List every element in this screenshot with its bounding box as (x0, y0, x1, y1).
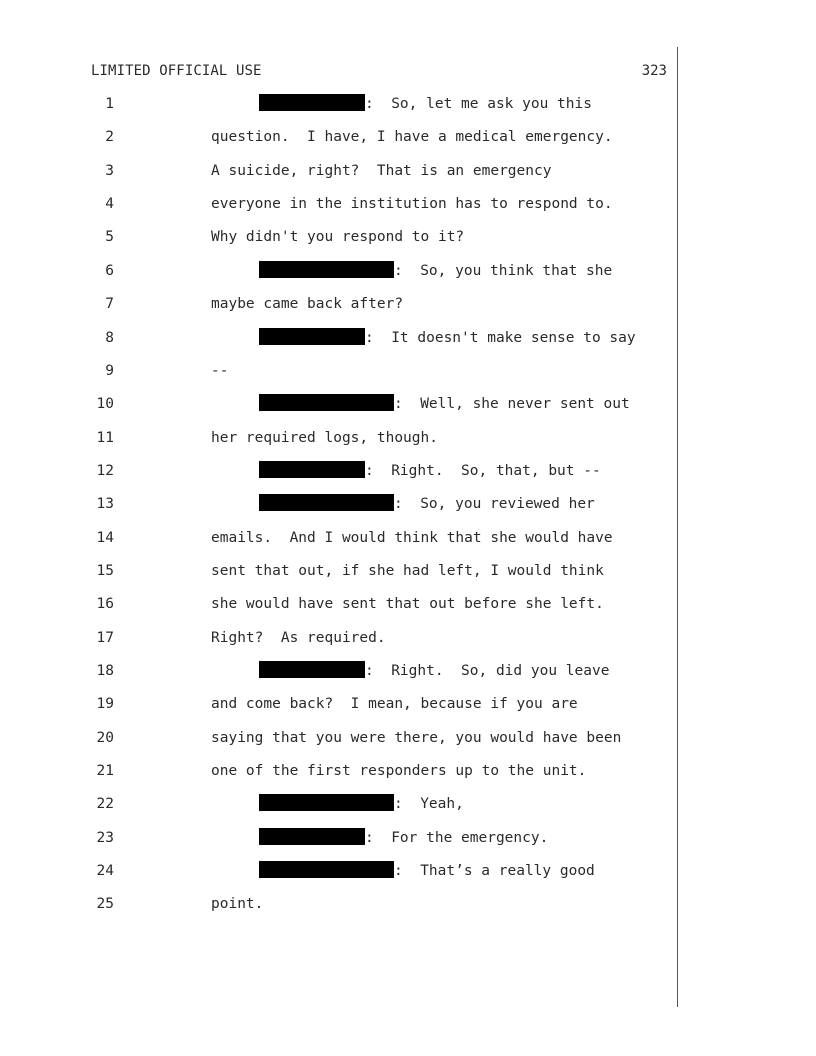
line-number: 24 (96, 863, 114, 880)
transcript-line (0, 894, 816, 914)
transcript-line (0, 94, 816, 114)
line-number: 6 (105, 262, 114, 279)
transcript-line (0, 794, 816, 814)
line-content: : So, you think that she (394, 262, 613, 279)
line-number: 15 (96, 562, 114, 579)
line-text (211, 694, 578, 714)
line-text (211, 728, 621, 748)
line-content: and come back? I mean, because if you are (211, 696, 578, 713)
line-text (259, 261, 612, 281)
line-text (211, 294, 403, 314)
transcript-line (0, 528, 816, 548)
line-content: question. I have, I have a medical emergency. (211, 129, 613, 146)
line-content: : Right. So, did you leave (365, 663, 610, 679)
transcript-line (0, 394, 816, 414)
line-text (211, 194, 613, 214)
redacted-speaker-name (259, 328, 365, 345)
transcript-line (0, 428, 816, 448)
redacted-speaker-name (259, 394, 394, 411)
line-text (211, 594, 604, 614)
line-content: : So, you reviewed her (394, 496, 595, 513)
line-text (211, 894, 263, 914)
line-content: point. (211, 896, 264, 913)
line-content: : Right. So, that, but -- (365, 462, 601, 479)
line-content: Why didn't you respond to it? (211, 229, 465, 246)
line-text (211, 761, 586, 781)
line-number: 12 (96, 462, 114, 479)
transcript-line (0, 728, 816, 748)
transcript-line (0, 461, 816, 481)
redacted-speaker-name (259, 828, 365, 845)
line-content: : Well, she never sent out (394, 396, 630, 413)
transcript-line (0, 594, 816, 614)
page-header (91, 61, 667, 81)
right-margin-rule (677, 47, 678, 1007)
line-number: 22 (96, 796, 114, 813)
line-content: : Yeah, (394, 796, 464, 813)
transcript-line (0, 694, 816, 714)
line-text (259, 828, 548, 848)
transcript-line (0, 628, 816, 648)
line-text (211, 628, 386, 648)
line-content: saying that you were there, you would have been (211, 729, 622, 746)
line-text (259, 794, 464, 814)
line-content: : That’s a really good (394, 863, 595, 880)
line-number: 14 (96, 529, 114, 546)
redacted-speaker-name (259, 461, 365, 478)
transcript-line (0, 127, 816, 147)
line-text (259, 394, 630, 414)
transcript-line (0, 494, 816, 514)
transcript-line (0, 294, 816, 314)
line-number: 13 (96, 496, 114, 513)
redacted-speaker-name (259, 794, 394, 811)
line-text (259, 94, 592, 114)
line-text (259, 861, 595, 881)
line-number: 10 (96, 396, 114, 413)
line-number: 3 (105, 162, 114, 179)
redacted-speaker-name (259, 261, 394, 278)
line-text (259, 494, 595, 514)
redacted-speaker-name (259, 861, 394, 878)
transcript-line (0, 761, 816, 781)
page-number: 323 (641, 63, 667, 79)
line-number: 9 (105, 362, 114, 379)
transcript-line (0, 194, 816, 214)
line-number: 23 (96, 829, 114, 846)
line-content: one of the first responders up to the unit. (211, 763, 587, 779)
line-text (211, 561, 604, 581)
line-number: 20 (96, 729, 114, 746)
line-content: Right? As required. (211, 629, 386, 646)
line-content: A suicide, right? That is an emergency (211, 162, 552, 179)
line-text (211, 428, 438, 448)
line-text (259, 328, 636, 348)
transcript-line (0, 227, 816, 247)
line-number: 8 (105, 329, 114, 346)
line-content: emails. And I would think that she would have (211, 529, 613, 546)
line-text (211, 361, 228, 381)
line-number: 1 (105, 96, 114, 112)
line-number: 21 (96, 763, 114, 779)
line-content: everyone in the institution has to respond to. (211, 196, 613, 213)
classification-label: LIMITED OFFICIAL USE (91, 63, 262, 79)
transcript-line (0, 828, 816, 848)
redacted-speaker-name (259, 94, 365, 111)
line-content: -- (211, 362, 229, 379)
line-number: 19 (96, 696, 114, 713)
transcript-line (0, 328, 816, 348)
redacted-speaker-name (259, 661, 365, 678)
line-content: maybe came back after? (211, 296, 404, 313)
line-text (211, 227, 464, 247)
line-number: 11 (96, 429, 114, 446)
line-text (259, 661, 609, 681)
line-text (211, 127, 613, 147)
line-number: 17 (96, 629, 114, 646)
transcript-line (0, 661, 816, 681)
line-content: she would have sent that out before she left. (211, 596, 604, 613)
line-text (211, 161, 551, 181)
line-content: : It doesn't make sense to say (365, 329, 636, 346)
line-content: sent that out, if she had left, I would think (211, 562, 604, 579)
transcript-line (0, 361, 816, 381)
transcript-line (0, 561, 816, 581)
transcript-line (0, 861, 816, 881)
line-number: 16 (96, 596, 114, 613)
line-number: 18 (96, 663, 114, 679)
line-text (259, 461, 601, 481)
line-number: 4 (105, 196, 114, 213)
line-number: 7 (105, 296, 114, 313)
line-text (211, 528, 613, 548)
line-content: : For the emergency. (365, 829, 549, 846)
line-number: 25 (96, 896, 114, 913)
line-content: her required logs, though. (211, 429, 438, 446)
redacted-speaker-name (259, 494, 394, 511)
line-number: 5 (105, 229, 114, 246)
transcript-line (0, 261, 816, 281)
line-content: : So, let me ask you this (365, 96, 592, 112)
line-number: 2 (105, 129, 114, 146)
transcript-line (0, 161, 816, 181)
